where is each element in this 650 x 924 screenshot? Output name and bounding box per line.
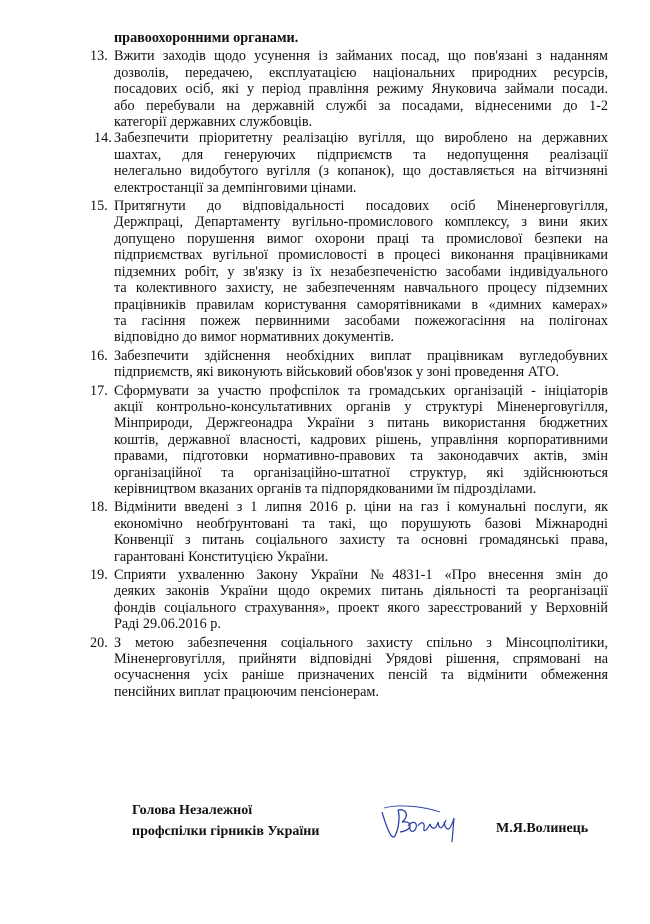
item-text-line: Притягнути до відповідальності посадових осіб Міненерговугілля, [114, 198, 608, 215]
list-item [90, 198, 608, 346]
item-number: 13. [90, 48, 108, 65]
item-number: 15. [90, 198, 108, 215]
item-text-line: та гасіння пожеж первинними засобами пожежогасіння на полігонах [114, 312, 608, 329]
item-number: 20. [90, 634, 108, 651]
item-text-line: шахтах, для генеруючих підприємств та недопущення реалізації [114, 146, 608, 163]
handwritten-signature [378, 802, 472, 854]
item-text [114, 383, 608, 498]
item-text [114, 635, 608, 701]
item-number: 18. [90, 499, 108, 516]
item-number: 17. [90, 382, 108, 399]
signer-name: М.Я.Волинець [496, 821, 589, 836]
item-text-line: нелегально видобутого вугілля (з копанок), що доставляється на вітчизняні [114, 163, 608, 180]
list-item [90, 499, 608, 565]
item-text-line: підприємствах вугільної промисловості в процесі виконання працівниками [114, 247, 608, 264]
item-text-line: допущено порушення вимог охорони праці та промислової безпеки на [114, 230, 608, 247]
item-number: 14. [94, 130, 112, 147]
item-text-line: Раді 29.06.2016 р. [114, 616, 221, 633]
item-text-line: правами, підготовки нормативно-правових та законодавчих актів, змін [114, 448, 608, 465]
signer-title-line-1: Голова Незалежної [132, 803, 253, 818]
item-text-line: або перебували на державній службі за посадами, віднесеними до 1-2 [114, 97, 608, 114]
item-text-line: Забезпечити пріоритетну реалізацію вугілля, що вироблено на державних [114, 130, 608, 147]
item-text [114, 567, 608, 633]
signer-title [132, 800, 319, 842]
list-item [90, 567, 608, 633]
lead-line: правоохоронними органами. [114, 30, 299, 46]
list-item [90, 348, 608, 381]
list-item [90, 130, 608, 196]
item-text [114, 499, 608, 565]
item-text-line: Міненерговугілля, прийняти відповідні Урядові рішення, спрямовані на [114, 651, 608, 668]
item-text-line: осучаснення усіх раніше призначених пенсій та відмінити обмеження [114, 667, 608, 684]
item-number: 16. [90, 347, 108, 364]
list-item [90, 48, 608, 130]
document-body [90, 30, 608, 700]
item-text-line: посадових осіб, які у період правління режиму Януковича займали посади. [114, 81, 608, 98]
list-item [90, 383, 608, 498]
item-text-line: Забезпечити здійснення необхідних виплат працівникам вугледобувних [114, 347, 608, 364]
item-text-line: підприємств, які виконують військовий обов'язок у зоні проведення АТО. [114, 364, 559, 381]
item-number: 19. [90, 567, 108, 583]
item-text-line: З метою забезпечення соціального захисту спільно з Мінсоцполітики, [114, 634, 608, 651]
item-text-line: акції контрольно-консультативних органів у структурі Міненерговугілля, [114, 398, 608, 415]
item-text [114, 48, 608, 130]
item-text-line: пенсійних виплат працюючим пенсіонерам. [114, 683, 379, 700]
item-text-line: організаційної та організаційно-штатної структур, які здійснюються [114, 464, 608, 481]
item-text-line: коштів, державної власності, кадрових рішень, управління корпоративними [114, 431, 608, 448]
item-text [114, 130, 608, 196]
item-text-line: Відмінити введені з 1 липня 2016 р. ціни на газ і комунальні послуги, як [114, 499, 608, 516]
list-item [90, 635, 608, 701]
item-text-line: деяких законів України щодо окремих питань діяльності та реорганізації [114, 583, 608, 600]
item-text-line: економічно необґрунтовані та такі, що порушують базові Міжнародні [114, 515, 608, 532]
item-text-line: фондів соціального страхування», проект якого зареєстрований у Верховній [114, 599, 608, 616]
item-text [114, 198, 608, 346]
item-text-line: Мінприроди, Держгеонадра України з питань використання бюджетних [114, 415, 608, 432]
signer-title-line-2: профспілки гірників України [132, 824, 320, 839]
item-text-line: керівництвом вказаних органів та підпорядкованими їм підрозділами. [114, 480, 537, 497]
item-text-line: категорії державних службовців. [114, 114, 313, 131]
item-text-line: та колективного захисту, не забезпеченням навчального процесу підземних [114, 280, 608, 297]
item-text-line: Держпраці, Департаменту вугільно-промислового комплексу, з вини яких [114, 214, 608, 231]
item-text-line: Сприяти ухваленню Закону України №4831-1 «Про внесення змін до [114, 567, 608, 583]
item-text [114, 348, 608, 381]
item-text-line: підземних робіт, у зв'язку із їх незабезпеченістю засобами індивідуального [114, 263, 608, 280]
item-text-line: дозволів, передачею, експлуатацією національних природних ресурсів, [114, 64, 608, 81]
item-text-line: гарантовані Конституцією України. [114, 548, 329, 565]
item-text-line: відповідно до вимог нормативних документів. [114, 329, 395, 346]
item-text-line: електростанції за демпінговими цінами. [114, 179, 357, 196]
item-text-line: Вжити заходів щодо усунення із займаних посад, що пов'язані з наданням [114, 48, 608, 65]
item-text-line: працівників правилам користування саморятівниками в «димних камерах» [114, 296, 608, 313]
item-text-line: Сформувати за участю профспілок та громадських організацій - ініціаторів [114, 382, 608, 399]
item-text-line: Конвенції з питань соціального захисту та основні громадянські права, [114, 532, 608, 549]
signature-block [0, 800, 650, 860]
